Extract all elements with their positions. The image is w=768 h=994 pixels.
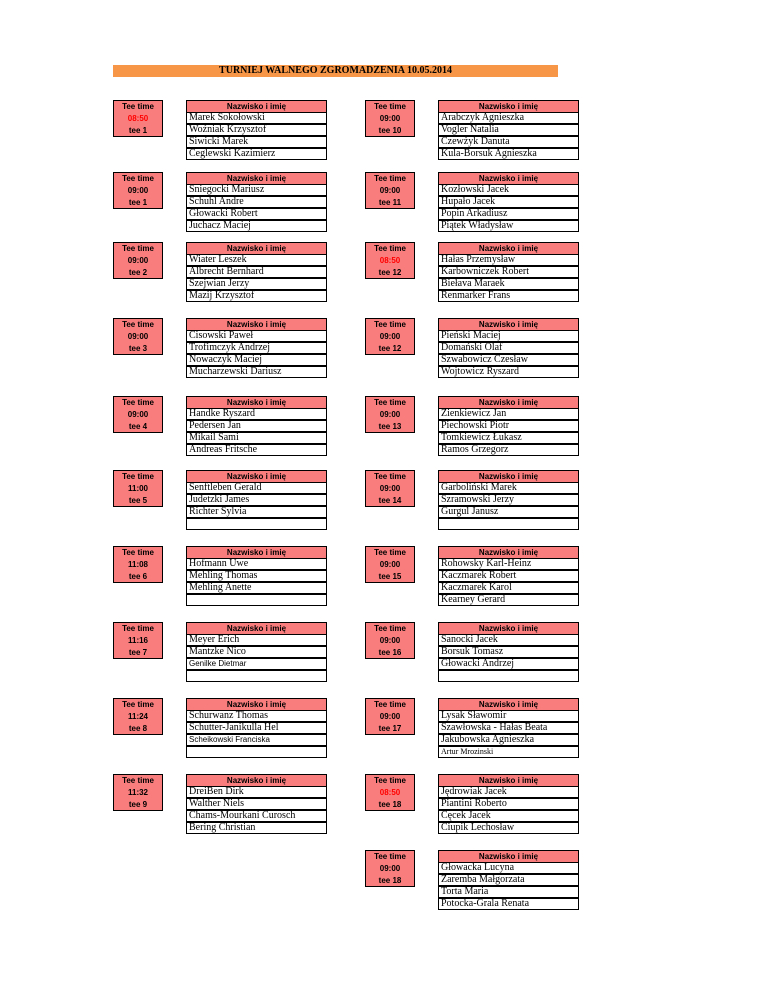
tee-time-box: [113, 546, 163, 583]
tee-group-right-2: [365, 242, 579, 304]
tee-group-left-6: [113, 546, 327, 608]
tee-time-value: 09:00: [379, 484, 401, 493]
tee-time-label: Tee time: [374, 174, 406, 183]
player-name-cell: [186, 594, 327, 606]
tee-time-label: Tee time: [122, 548, 154, 557]
tee-time-value: 09:00: [379, 186, 401, 195]
tee-time-box: [365, 318, 415, 355]
tee-number: tee 15: [378, 572, 402, 581]
tee-group-right-0: [365, 100, 579, 162]
tee-time-box: [113, 622, 163, 659]
tee-number: tee 10: [378, 126, 402, 135]
player-name-cell: Kozłowski Jacek: [438, 184, 579, 196]
player-name-cell: Piątek Władysław: [438, 220, 579, 232]
tee-time-value: 09:00: [127, 186, 149, 195]
tee-number: tee 5: [128, 496, 148, 505]
tee-number: tee 8: [128, 724, 148, 733]
player-name-cell: Szawłowska - Hałas Beata: [438, 722, 579, 734]
tee-time-value: 08:50: [379, 256, 401, 265]
tee-time-label: Tee time: [374, 472, 406, 481]
tee-group-left-0: [113, 100, 327, 162]
tee-time-box: [113, 172, 163, 209]
player-name-cell: Renmarker Frans: [438, 290, 579, 302]
tee-time-box: [113, 318, 163, 355]
player-name-cell: Szwabowicz Czesław: [438, 354, 579, 366]
player-name-cell: Judetzki James: [186, 494, 327, 506]
tee-time-label: Tee time: [374, 852, 406, 861]
tee-group-right-8: [365, 698, 579, 760]
player-name-cell: Kearney Gerard: [438, 594, 579, 606]
player-name-cell: Juchacz Maciej: [186, 220, 327, 232]
player-name-cell: [438, 518, 579, 530]
player-name-cell: Tomkiewicz Łukasz: [438, 432, 579, 444]
tee-time-label: Tee time: [374, 320, 406, 329]
name-column-header: Nazwisko i imię: [438, 318, 579, 331]
player-name-cell: [438, 670, 579, 682]
tee-time-box: [365, 698, 415, 735]
tee-number: tee 3: [128, 344, 148, 353]
tee-time-value: 11:00: [127, 484, 149, 493]
tee-group-right-3: [365, 318, 579, 380]
player-name-cell: Cęcek Jacek: [438, 810, 579, 822]
tee-number: tee 12: [378, 344, 402, 353]
tee-group-right-7: [365, 622, 579, 684]
player-name-cell: Scheikowski Franciska: [186, 734, 327, 746]
player-name-cell: Lysak Sławomir: [438, 710, 579, 722]
page-title: TURNIEJ WALNEGO ZGROMADZENIA 10.05.2014: [113, 65, 558, 77]
player-name-cell: Jędrowiak Jacek: [438, 786, 579, 798]
name-column-header: Nazwisko i imię: [186, 698, 327, 711]
tee-time-label: Tee time: [122, 472, 154, 481]
player-name-cell: Wiater Leszek: [186, 254, 327, 266]
player-name-cell: Szejwian Jerzy: [186, 278, 327, 290]
tee-group-left-7: [113, 622, 327, 684]
tee-number: tee 11: [378, 198, 402, 207]
name-column-header: Nazwisko i imię: [438, 622, 579, 635]
player-name-cell: Ceglewski Kazimierz: [186, 148, 327, 160]
tee-time-value: 09:00: [379, 864, 401, 873]
name-column-header: Nazwisko i imię: [438, 470, 579, 483]
tee-time-value: 08:50: [379, 788, 401, 797]
player-name-cell: Głowacki Robert: [186, 208, 327, 220]
player-name-cell: Siwicki Marek: [186, 136, 327, 148]
player-name-cell: DreiBen Dirk: [186, 786, 327, 798]
name-column-header: Nazwisko i imię: [186, 396, 327, 409]
tee-number: tee 14: [378, 496, 402, 505]
tee-time-box: [113, 242, 163, 279]
tee-time-value: 09:00: [127, 256, 149, 265]
tee-time-value: 08:50: [127, 114, 149, 123]
player-name-cell: Chams-Mourkani Curosch: [186, 810, 327, 822]
tee-time-box: [113, 698, 163, 735]
player-name-cell: [186, 518, 327, 530]
tee-time-value: 11:16: [127, 636, 149, 645]
tee-group-right-1: [365, 172, 579, 234]
name-column-header: Nazwisko i imię: [438, 850, 579, 863]
tee-group-right-6: [365, 546, 579, 608]
name-column-header: Nazwisko i imię: [186, 172, 327, 185]
player-name-cell: Sanocki Jacek: [438, 634, 579, 646]
tee-time-box: [365, 546, 415, 583]
player-name-cell: Mehling Thomas: [186, 570, 327, 582]
tee-number: tee 18: [378, 876, 402, 885]
player-name-cell: Zienkiewicz Jan: [438, 408, 579, 420]
player-name-cell: Albrecht Bernhard: [186, 266, 327, 278]
tee-number: tee 18: [378, 800, 402, 809]
tee-number: tee 1: [128, 126, 148, 135]
player-name-cell: Meyer Erich: [186, 634, 327, 646]
player-name-cell: Nowaczyk Maciej: [186, 354, 327, 366]
player-name-cell: Schurwanz Thomas: [186, 710, 327, 722]
tee-time-box: [365, 774, 415, 811]
player-name-cell: Mucharzewski Dariusz: [186, 366, 327, 378]
tee-time-box: [365, 242, 415, 279]
name-column-header: Nazwisko i imię: [438, 774, 579, 787]
tee-time-label: Tee time: [374, 244, 406, 253]
player-name-cell: Senftleben Gerald: [186, 482, 327, 494]
tee-time-label: Tee time: [122, 244, 154, 253]
name-column-header: Nazwisko i imię: [186, 100, 327, 113]
player-name-cell: Marek Sokołowski: [186, 112, 327, 124]
player-name-cell: Artur Mrozinski: [438, 746, 579, 758]
player-name-cell: Mazij Krzysztof: [186, 290, 327, 302]
tee-time-label: Tee time: [374, 700, 406, 709]
player-name-cell: Andreas Fritsche: [186, 444, 327, 456]
player-name-cell: Gurgul Janusz: [438, 506, 579, 518]
player-name-cell: Kaczmarek Robert: [438, 570, 579, 582]
tee-group-left-5: [113, 470, 327, 532]
player-name-cell: Richter Sylvia: [186, 506, 327, 518]
tee-time-box: [365, 622, 415, 659]
player-name-cell: Potocka-Grala Renata: [438, 898, 579, 910]
tee-group-left-1: [113, 172, 327, 234]
tee-time-label: Tee time: [374, 102, 406, 111]
player-name-cell: Mikail Sami: [186, 432, 327, 444]
tee-group-left-2: [113, 242, 327, 304]
player-name-cell: Kula-Borsuk Agnieszka: [438, 148, 579, 160]
tee-number: tee 12: [378, 268, 402, 277]
player-name-cell: Szramowski Jerzy: [438, 494, 579, 506]
tee-time-value: 11:08: [127, 560, 149, 569]
tee-time-box: [113, 100, 163, 137]
tee-time-value: 11:32: [127, 788, 149, 797]
player-name-cell: Domański Olaf: [438, 342, 579, 354]
player-name-cell: Pieński Maciej: [438, 330, 579, 342]
player-name-cell: Genilke Dietmar: [186, 658, 327, 670]
name-column-header: Nazwisko i imię: [438, 242, 579, 255]
tee-time-label: Tee time: [374, 398, 406, 407]
player-name-cell: Głowacka Lucyna: [438, 862, 579, 874]
tee-time-value: 09:00: [379, 332, 401, 341]
tee-group-right-4: [365, 396, 579, 458]
tee-time-value: 09:00: [379, 410, 401, 419]
name-column-header: Nazwisko i imię: [438, 172, 579, 185]
name-column-header: Nazwisko i imię: [186, 470, 327, 483]
tee-number: tee 16: [378, 648, 402, 657]
tee-time-box: [365, 396, 415, 433]
name-column-header: Nazwisko i imię: [186, 242, 327, 255]
player-name-cell: Rohowsky Karl-Heinz: [438, 558, 579, 570]
player-name-cell: Handke Ryszard: [186, 408, 327, 420]
player-name-cell: Piechowski Piotr: [438, 420, 579, 432]
tee-group-right-10: [365, 850, 579, 912]
player-name-cell: Karbowniczek Robert: [438, 266, 579, 278]
player-name-cell: Arabczyk Agnieszka: [438, 112, 579, 124]
tee-time-box: [113, 396, 163, 433]
player-name-cell: Garboliński Marek: [438, 482, 579, 494]
name-column-header: Nazwisko i imię: [186, 622, 327, 635]
tee-time-label: Tee time: [122, 102, 154, 111]
tee-time-box: [365, 100, 415, 137]
player-name-cell: Schutter-Janikulla Hel: [186, 722, 327, 734]
tee-time-value: 09:00: [127, 410, 149, 419]
tee-number: tee 2: [128, 268, 148, 277]
player-name-cell: Trofimczyk Andrzej: [186, 342, 327, 354]
tee-time-label: Tee time: [122, 174, 154, 183]
name-column-header: Nazwisko i imię: [186, 546, 327, 559]
tee-time-box: [365, 850, 415, 887]
tee-time-box: [113, 774, 163, 811]
name-column-header: Nazwisko i imię: [438, 546, 579, 559]
player-name-cell: Bering Christian: [186, 822, 327, 834]
player-name-cell: Czewżyk Danuta: [438, 136, 579, 148]
tee-time-label: Tee time: [374, 548, 406, 557]
player-name-cell: Biełava Maraek: [438, 278, 579, 290]
tee-time-label: Tee time: [122, 320, 154, 329]
tee-number: tee 7: [128, 648, 148, 657]
tee-time-label: Tee time: [122, 624, 154, 633]
player-name-cell: [186, 746, 327, 758]
tee-time-box: [365, 172, 415, 209]
player-name-cell: Zaremba Małgorzata: [438, 874, 579, 886]
tee-number: tee 6: [128, 572, 148, 581]
player-name-cell: Jakubowska Agnieszka: [438, 734, 579, 746]
player-name-cell: Mantzke Nico: [186, 646, 327, 658]
tee-time-box: [113, 470, 163, 507]
tee-number: tee 1: [128, 198, 148, 207]
player-name-cell: Hofmann Uwe: [186, 558, 327, 570]
tee-time-value: 09:00: [379, 636, 401, 645]
tee-number: tee 17: [378, 724, 402, 733]
tee-time-label: Tee time: [122, 700, 154, 709]
tee-time-value: 09:00: [127, 332, 149, 341]
tee-time-label: Tee time: [122, 776, 154, 785]
player-name-cell: Hałas Przemysław: [438, 254, 579, 266]
player-name-cell: Ciupik Lechosław: [438, 822, 579, 834]
player-name-cell: Głowacki Andrzej: [438, 658, 579, 670]
tee-group-right-9: [365, 774, 579, 836]
player-name-cell: Torta Maria: [438, 886, 579, 898]
player-name-cell: Pedersen Jan: [186, 420, 327, 432]
name-column-header: Nazwisko i imię: [186, 774, 327, 787]
tee-number: tee 4: [128, 422, 148, 431]
player-name-cell: Schuhl Andre: [186, 196, 327, 208]
tee-number: tee 9: [128, 800, 148, 809]
tee-number: tee 13: [378, 422, 402, 431]
player-name-cell: Woźniak Krzysztof: [186, 124, 327, 136]
player-name-cell: Borsuk Tomasz: [438, 646, 579, 658]
player-name-cell: Vogler Natalia: [438, 124, 579, 136]
tee-group-right-5: [365, 470, 579, 532]
name-column-header: Nazwisko i imię: [438, 100, 579, 113]
tee-time-value: 09:00: [379, 560, 401, 569]
tee-time-value: 09:00: [379, 712, 401, 721]
name-column-header: Nazwisko i imię: [186, 318, 327, 331]
player-name-cell: Hupało Jacek: [438, 196, 579, 208]
player-name-cell: Kaczmarek Karol: [438, 582, 579, 594]
player-name-cell: Śniegocki Mariusz: [186, 184, 327, 196]
player-name-cell: Ramos Grzegorz: [438, 444, 579, 456]
tee-group-left-3: [113, 318, 327, 380]
player-name-cell: Piantini Roberto: [438, 798, 579, 810]
tee-time-label: Tee time: [374, 624, 406, 633]
tee-time-label: Tee time: [374, 776, 406, 785]
tee-group-left-4: [113, 396, 327, 458]
player-name-cell: Popin Arkadiusz: [438, 208, 579, 220]
tee-time-box: [365, 470, 415, 507]
player-name-cell: Cisowski Paweł: [186, 330, 327, 342]
tee-time-value: 11:24: [127, 712, 149, 721]
tee-time-label: Tee time: [122, 398, 154, 407]
player-name-cell: Wojtowicz Ryszard: [438, 366, 579, 378]
name-column-header: Nazwisko i imię: [438, 396, 579, 409]
player-name-cell: [186, 670, 327, 682]
player-name-cell: Walther Niels: [186, 798, 327, 810]
player-name-cell: Mehling Anette: [186, 582, 327, 594]
name-column-header: Nazwisko i imię: [438, 698, 579, 711]
tee-time-value: 09:00: [379, 114, 401, 123]
tee-group-left-8: [113, 698, 327, 760]
tee-group-left-9: [113, 774, 327, 836]
